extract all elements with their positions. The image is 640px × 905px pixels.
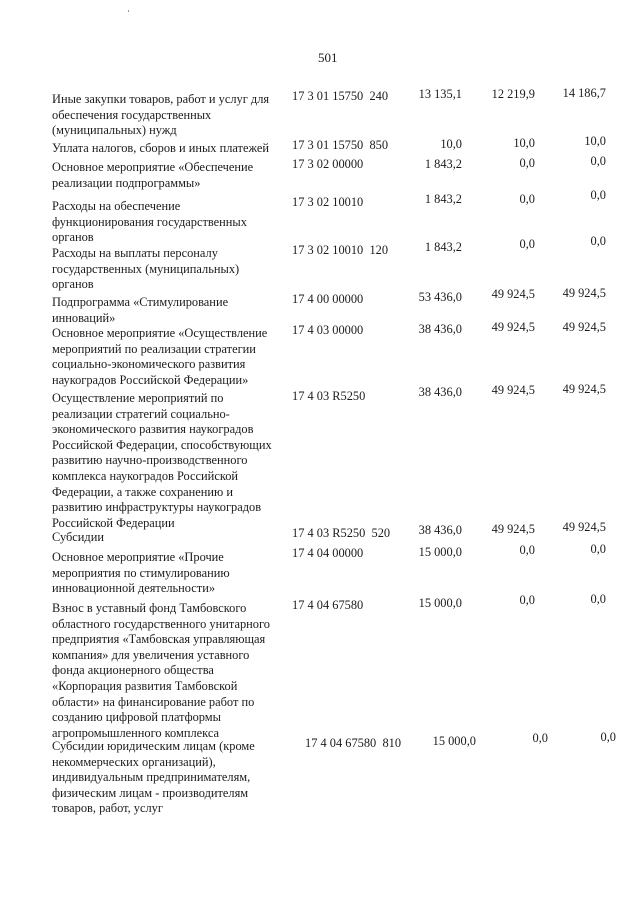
row-value-1: 15 000,0	[418, 545, 462, 559]
row-code: 17 3 01 15750 240	[292, 89, 389, 103]
row-value-2: 0,0	[532, 731, 548, 745]
row-label: Подпрограмма «Стимулирование инноваций»	[52, 295, 229, 325]
row-label: Расходы на выплаты персоналу государственных (муниципальных) органов	[52, 246, 240, 292]
row-value-3: 49 924,5	[562, 286, 606, 300]
row-value-2: 12 219,9	[491, 87, 535, 101]
row-value-1: 15 000,0	[432, 734, 476, 748]
row-value-1: 38 436,0	[418, 523, 462, 537]
row-code: 17 3 02 10010	[292, 195, 364, 209]
row-value-2: 0,0	[519, 593, 535, 607]
row-value-3: 0,0	[600, 730, 616, 744]
row-code: 17 4 04 67580 810	[305, 736, 402, 750]
row-value-1: 1 843,2	[424, 157, 462, 171]
row-code: 17 3 02 00000	[292, 157, 364, 171]
row-value-1: 38 436,0	[418, 322, 462, 336]
row-code: 17 3 02 10010 120	[292, 243, 389, 257]
row-value-2: 49 924,5	[491, 383, 535, 397]
row-label: Взнос в уставный фонд Тамбовского областного государственного унитарного предприятия «Тамбовская управляющая компания» для увеличения уставного фонда акционерного общества «Корпорация развития Тамбовской области» на финансирование работ по созданию цифровой платформы агропромышленного комплекса	[52, 601, 270, 740]
row-value-1: 53 436,0	[418, 290, 462, 304]
row-value-1: 1 843,2	[424, 192, 462, 206]
row-label: Субсидии юридическим лицам (кроме некоммерческих организаций), индивидуальным предпринимателям, физическим лицам - производителям товаров, работ, услуг	[52, 739, 255, 816]
row-code: 17 4 00 00000	[292, 292, 364, 306]
row-label: Основное мероприятие «Прочие мероприятия по стимулированию инновационной деятельности»	[52, 550, 230, 596]
row-code: 17 4 04 67580	[292, 598, 364, 612]
row-value-3: 14 186,7	[562, 86, 606, 100]
row-code: 17 4 04 00000	[292, 546, 364, 560]
row-value-3: 0,0	[590, 542, 606, 556]
row-value-3: 0,0	[590, 592, 606, 606]
row-value-2: 10,0	[513, 136, 535, 150]
row-value-3: 0,0	[590, 154, 606, 168]
row-value-2: 0,0	[519, 237, 535, 251]
scan-mark	[128, 10, 129, 12]
row-label: Субсидии	[52, 530, 104, 544]
row-value-2: 49 924,5	[491, 287, 535, 301]
row-value-3: 0,0	[590, 188, 606, 202]
row-value-3: 10,0	[584, 134, 606, 148]
row-value-2: 0,0	[519, 156, 535, 170]
row-value-3: 49 924,5	[562, 520, 606, 534]
row-label: Осуществление мероприятий по реализации стратегий социально-экономического развития наукоградов Российской Федерации, способствующих развитию научно-производственного комплекса наукоградов Российской Федерации, а также сохранению и развитию инфраструктуры наукоградов Российской Федерации	[52, 391, 272, 530]
row-value-3: 49 924,5	[562, 320, 606, 334]
row-value-2: 49 924,5	[491, 522, 535, 536]
row-code: 17 4 03 R5250	[292, 389, 366, 403]
row-label: Основное мероприятие «Обеспечение реализации подпрограммы»	[52, 160, 254, 190]
row-value-1: 1 843,2	[424, 240, 462, 254]
row-value-2: 0,0	[519, 543, 535, 557]
row-value-1: 15 000,0	[418, 596, 462, 610]
row-value-2: 0,0	[519, 192, 535, 206]
row-code: 17 4 03 R5250 520	[292, 526, 391, 540]
row-label: Уплата налогов, сборов и иных платежей	[52, 141, 270, 155]
row-label: Расходы на обеспечение функционирования государственных органов	[52, 199, 247, 245]
row-value-3: 0,0	[590, 234, 606, 248]
row-label: Основное мероприятие «Осуществление мероприятий по реализации стратегии социально-экономического развития наукоградов Российской Федерации»	[52, 326, 268, 387]
row-code: 17 3 01 15750 850	[292, 138, 389, 152]
row-value-1: 38 436,0	[418, 385, 462, 399]
row-value-1: 13 135,1	[418, 87, 462, 101]
row-value-2: 49 924,5	[491, 320, 535, 334]
row-value-1: 10,0	[440, 137, 462, 151]
row-code: 17 4 03 00000	[292, 323, 364, 337]
row-value-3: 49 924,5	[562, 382, 606, 396]
page-number: 501	[318, 50, 338, 65]
row-label: Иные закупки товаров, работ и услуг для обеспечения государственных (муниципальных) нужд	[52, 92, 270, 138]
